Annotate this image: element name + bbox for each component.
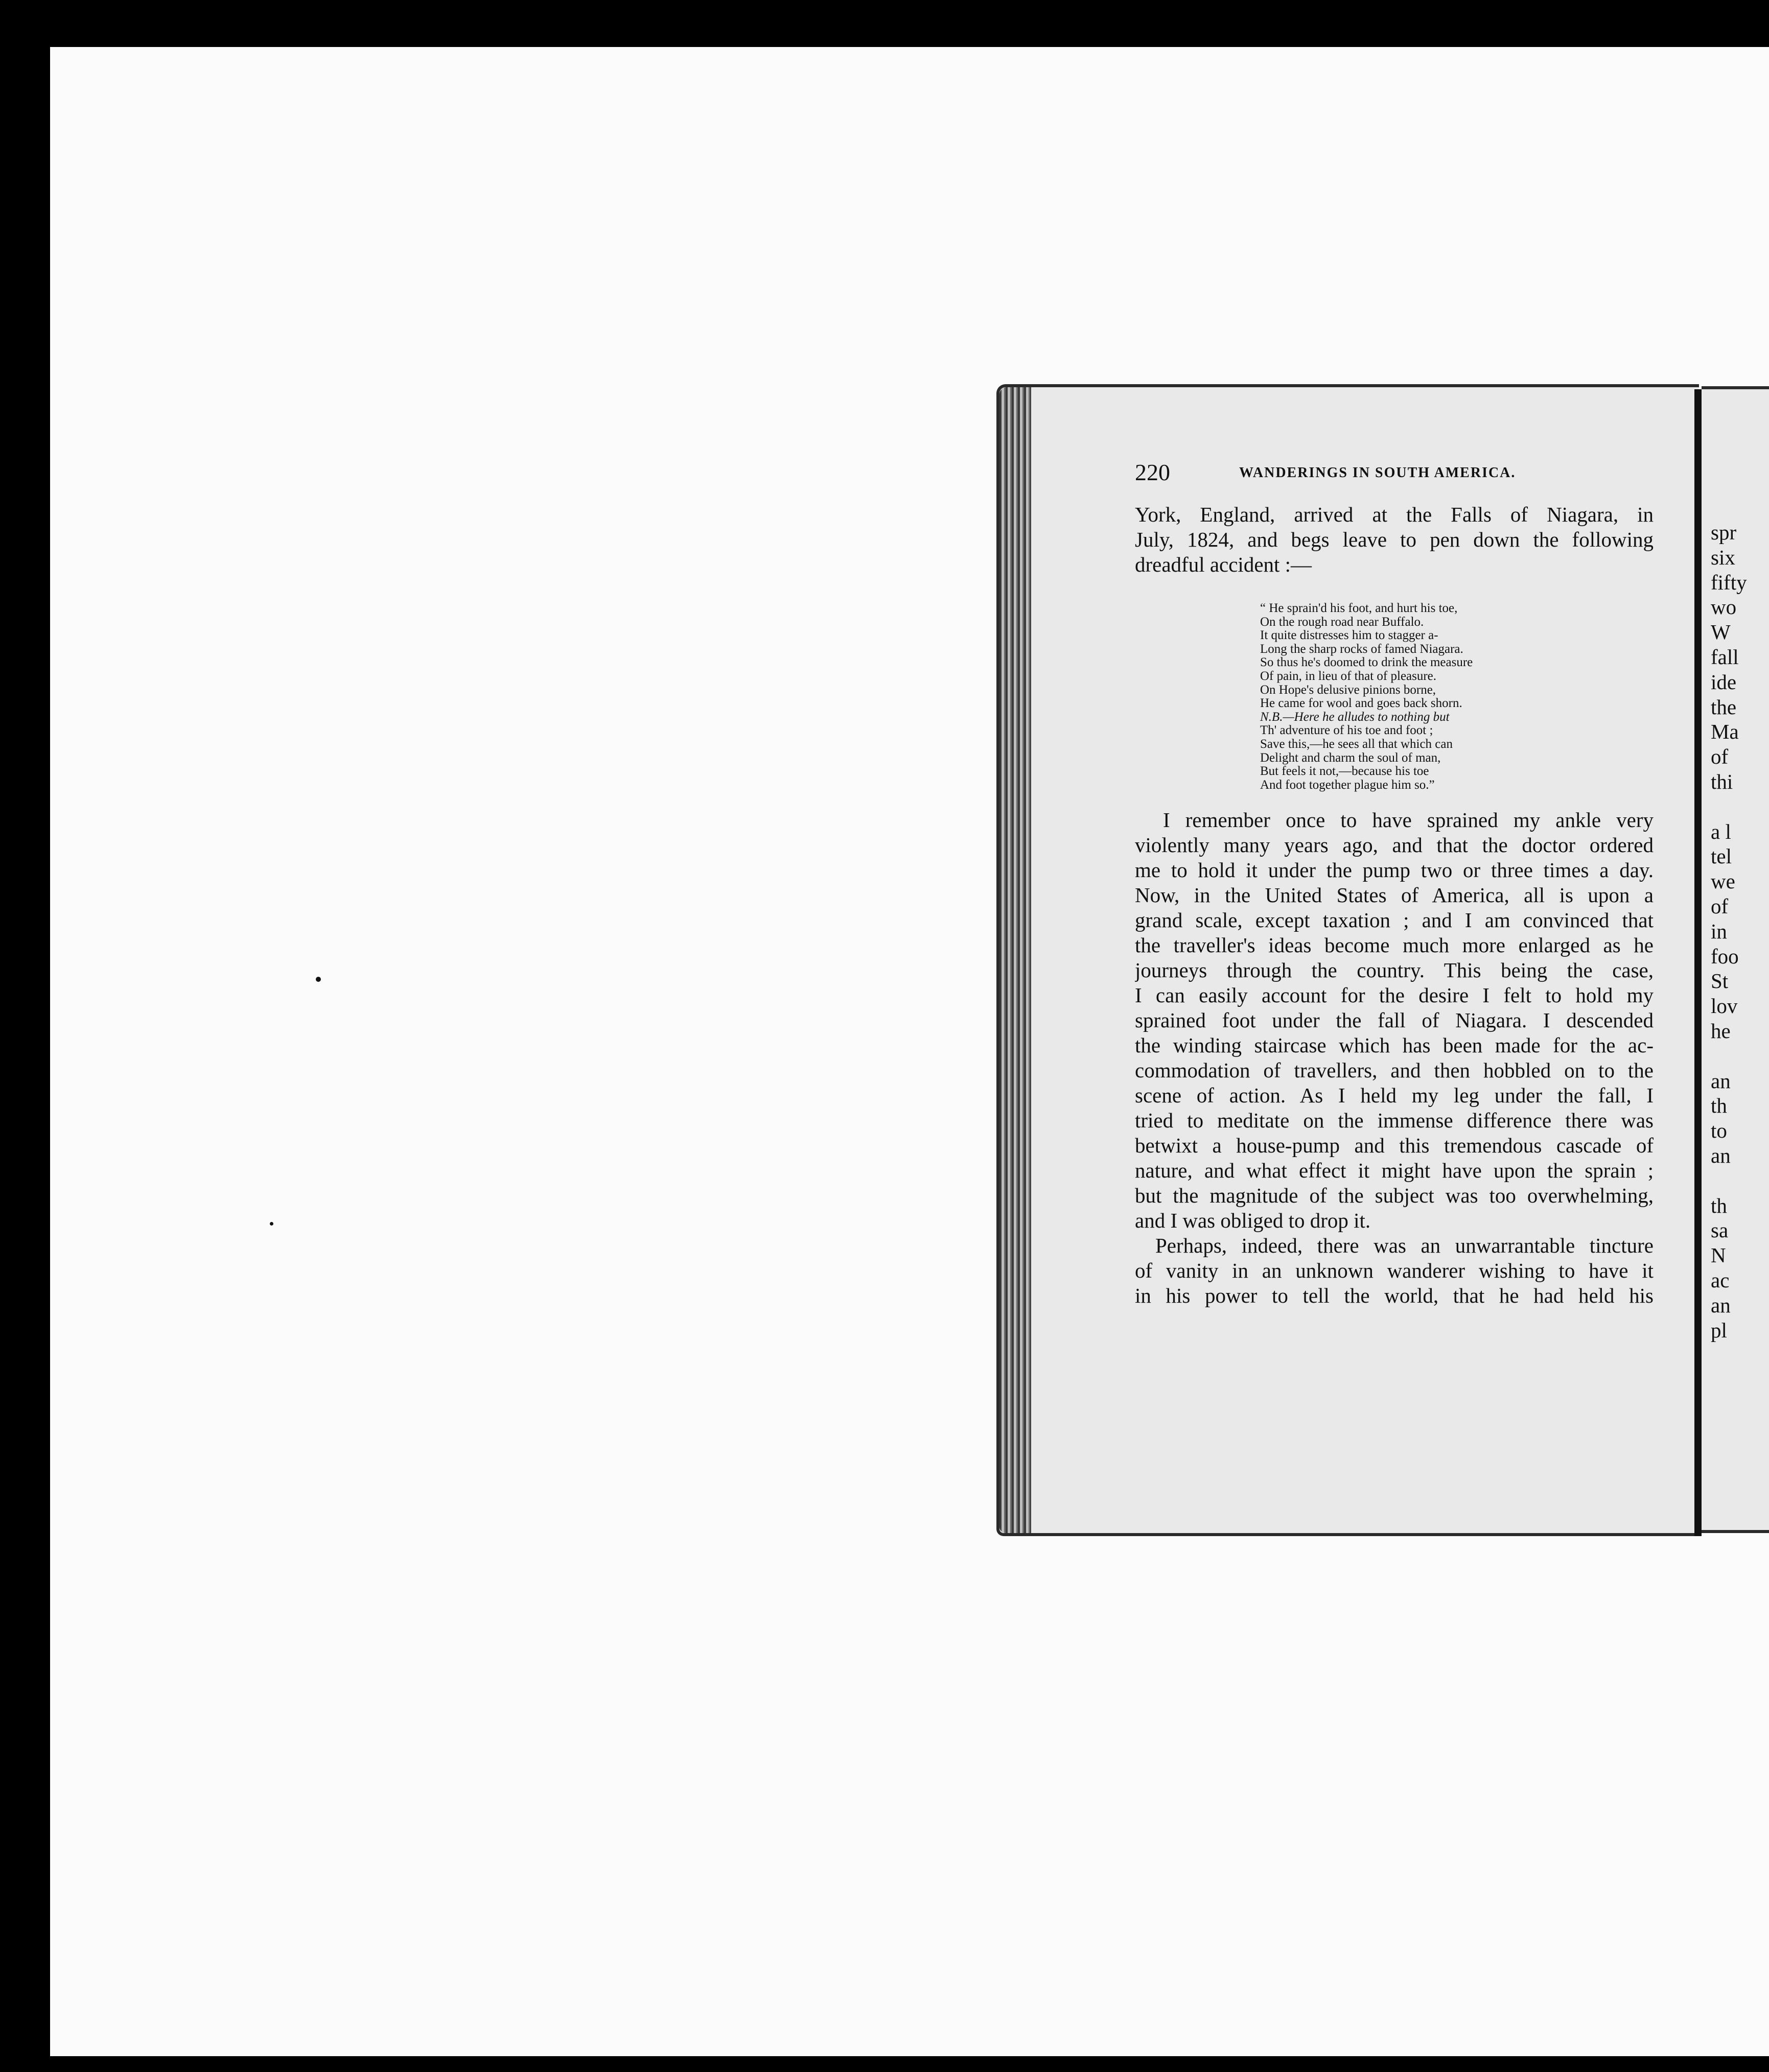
- text-line: grand scale, except taxation ; and I am convinced that: [1135, 908, 1654, 932]
- text-line: I remember once to have sprained my ankle very: [1163, 808, 1654, 832]
- text-fragment: lov: [1711, 994, 1738, 1018]
- text-line: commodation of travellers, and then hobbled on to the: [1135, 1058, 1654, 1082]
- text-fragment: six: [1711, 545, 1735, 569]
- text-fragment: an: [1711, 1069, 1731, 1093]
- poem-line: It quite distresses him to stagger a-: [1260, 628, 1438, 643]
- text-line: the winding staircase which has been made for the ac-: [1135, 1033, 1654, 1057]
- text-fragment: to: [1711, 1119, 1727, 1143]
- poem-line: On Hope's delusive pinions borne,: [1260, 682, 1436, 697]
- text-fragment: wo: [1711, 595, 1737, 619]
- poem: [1260, 602, 1473, 792]
- intro-text: [1135, 502, 1654, 577]
- text-fragment: N: [1711, 1243, 1726, 1267]
- text-line: tried to meditate on the immense difference there was: [1135, 1109, 1654, 1132]
- poem-line: And foot together plague him so.”: [1260, 778, 1435, 792]
- text-line: in his power to tell the world, that he had held his: [1135, 1284, 1654, 1307]
- text-line: sprained foot under the fall of Niagara. I descended: [1135, 1008, 1654, 1032]
- text-fragment: W: [1711, 620, 1731, 644]
- text-fragment: [1711, 794, 1747, 819]
- text-fragment: he: [1711, 1019, 1731, 1043]
- page-header: [1135, 459, 1646, 489]
- paragraph-1: [1135, 808, 1654, 1233]
- text-line: betwixt a house-pump and this tremendous cascade of: [1135, 1134, 1654, 1157]
- text-fragment: an: [1711, 1293, 1731, 1317]
- text-fragment: [1711, 1044, 1747, 1069]
- paragraph-2: [1135, 1233, 1654, 1308]
- text-line: journeys through the country. This being the case,: [1135, 958, 1654, 982]
- text-line: and I was obliged to drop it.: [1135, 1209, 1371, 1232]
- poem-line: Of pain, in lieu of that of pleasure.: [1260, 669, 1437, 683]
- text-fragment: fall: [1711, 645, 1739, 669]
- text-fragment: fifty: [1711, 570, 1747, 594]
- text-fragment: ac: [1711, 1268, 1730, 1292]
- running-head: WANDERINGS IN SOUTH AMERICA.: [1239, 465, 1516, 481]
- text-fragment: thi: [1711, 769, 1733, 793]
- poem-line: Long the sharp rocks of famed Niagara.: [1260, 642, 1463, 656]
- right-page: [1702, 386, 1769, 1533]
- poem-line: So thus he's doomed to drink the measure: [1260, 655, 1473, 670]
- text-line: Now, in the United States of America, all is upon a: [1135, 883, 1654, 907]
- text-fragment: ide: [1711, 670, 1737, 694]
- text-line: York, England, arrived at the Falls of Niagara, in: [1135, 503, 1654, 526]
- text-line: but the magnitude of the subject was too overwhelming,: [1135, 1184, 1654, 1207]
- text-fragment: [1711, 1168, 1747, 1193]
- poem-line: Th' adventure of his toe and foot ;: [1260, 723, 1433, 738]
- text-line: violently many years ago, and that the doctor ordered: [1135, 833, 1654, 857]
- text-fragment: an: [1711, 1143, 1731, 1167]
- text-line: of vanity in an unknown wanderer wishing to have it: [1135, 1259, 1654, 1282]
- book-gutter: [1694, 389, 1702, 1536]
- text-fragment: th: [1711, 1094, 1727, 1118]
- left-page: [996, 384, 1699, 1536]
- text-fragment: a l: [1711, 819, 1731, 843]
- text-fragment: St: [1711, 969, 1729, 993]
- poem-line: Delight and charm the soul of man,: [1260, 750, 1441, 765]
- film-speck: [316, 977, 321, 982]
- text-fragment: of: [1711, 745, 1729, 769]
- text-fragment: sa: [1711, 1218, 1729, 1242]
- text-fragment: foo: [1711, 944, 1739, 968]
- open-book: [996, 379, 1769, 1541]
- page-number: 220: [1135, 459, 1170, 485]
- text-fragment: of: [1711, 894, 1729, 918]
- poem-line: Save this,—he sees all that which can: [1260, 737, 1453, 751]
- text-fragment: tel: [1711, 844, 1732, 868]
- poem-line: “ He sprain'd his foot, and hurt his toe,: [1260, 601, 1458, 615]
- poem-line: But feels it not,—because his toe: [1260, 764, 1429, 779]
- text-fragment: we: [1711, 869, 1735, 893]
- text-line: the traveller's ideas become much more enlarged as he: [1135, 933, 1654, 957]
- text-fragment: in: [1711, 919, 1727, 943]
- text-fragment: Ma: [1711, 720, 1739, 744]
- text-line: dreadful accident :—: [1135, 553, 1312, 576]
- text-line: scene of action. As I held my leg under the fall, I: [1135, 1084, 1654, 1107]
- poem-line: On the rough road near Buffalo.: [1260, 615, 1424, 629]
- poem-line: He came for wool and goes back shorn.: [1260, 696, 1462, 711]
- text-fragment: spr: [1711, 521, 1737, 544]
- right-page-text: [1711, 520, 1747, 1343]
- text-fragment: th: [1711, 1193, 1727, 1217]
- film-speck: [270, 1222, 273, 1226]
- page-edges: [999, 387, 1031, 1533]
- text-line: me to hold it under the pump two or three times a day.: [1135, 858, 1654, 882]
- text-line: I can easily account for the desire I felt to hold my: [1135, 983, 1654, 1007]
- text-fragment: pl: [1711, 1318, 1727, 1342]
- text-line: nature, and what effect it might have upon the sprain ;: [1135, 1159, 1654, 1182]
- text-line: July, 1824, and begs leave to pen down the following: [1135, 528, 1654, 551]
- text-line: Perhaps, indeed, there was an unwarrantable tincture: [1155, 1234, 1654, 1257]
- text-fragment: the: [1711, 695, 1737, 719]
- poem-line: N.B.—Here he alludes to nothing but: [1260, 710, 1450, 724]
